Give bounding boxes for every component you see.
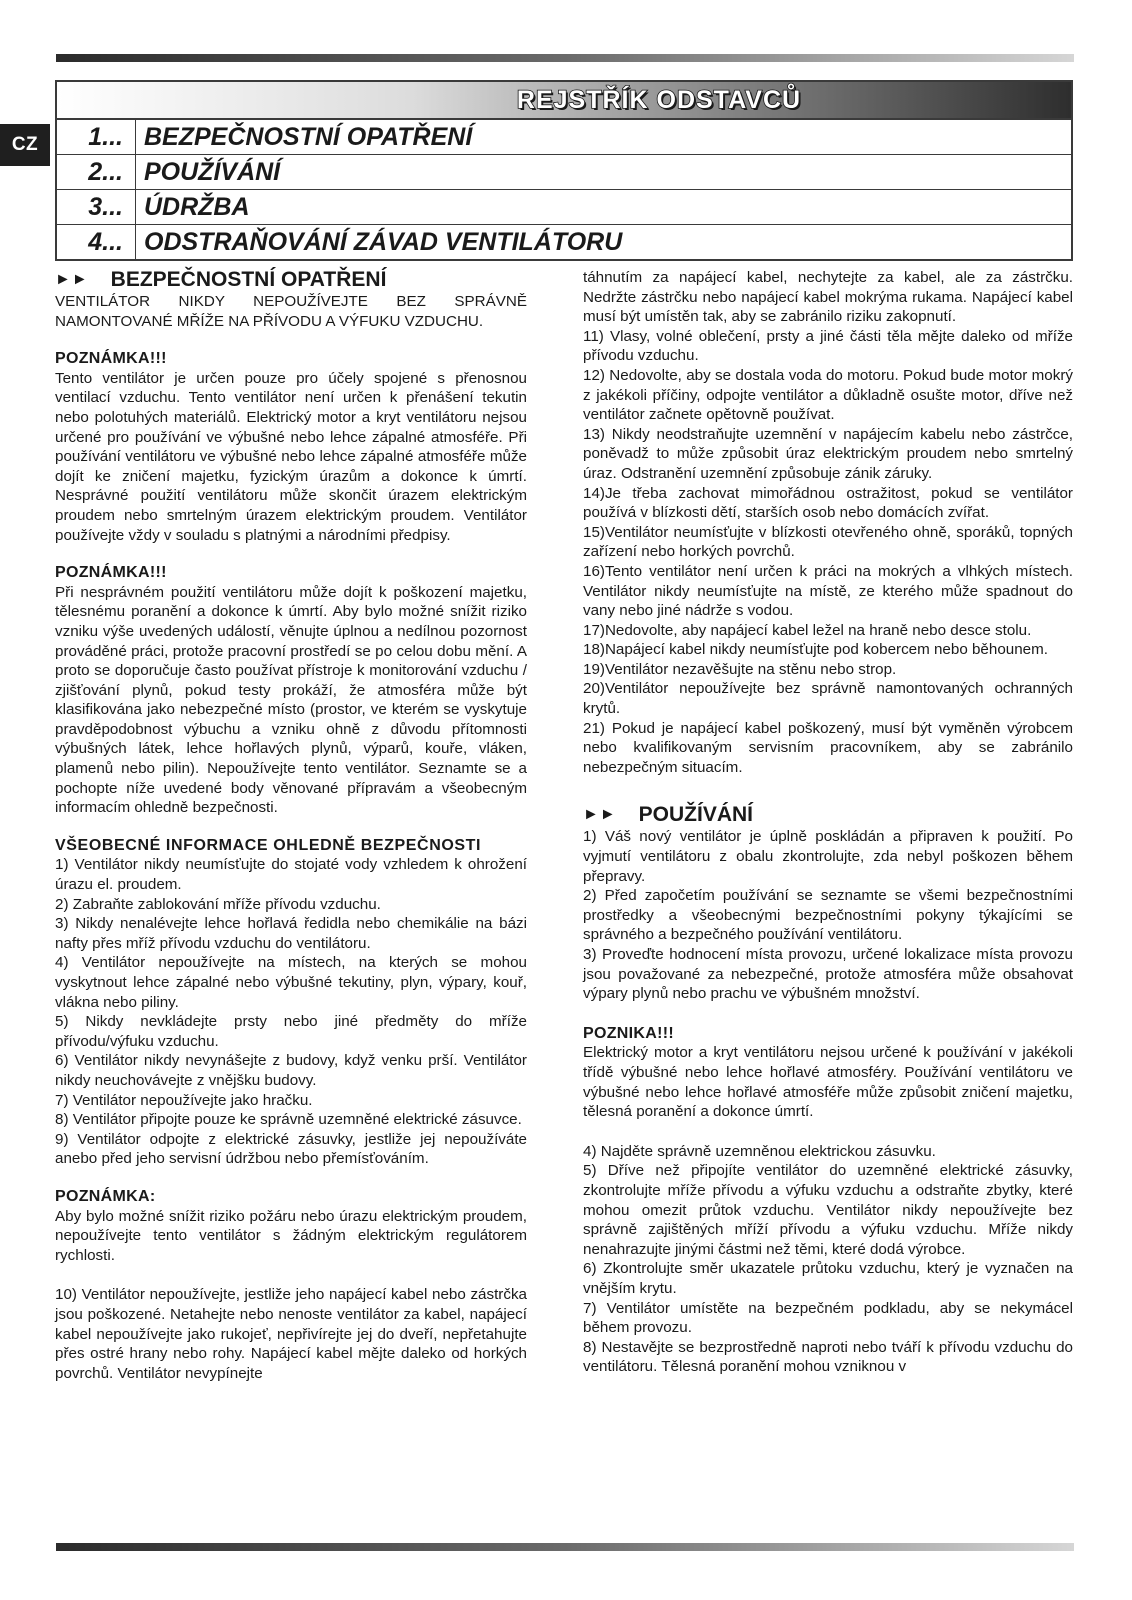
list-item: 1) Ventilátor nikdy neumísťujte do stojaté vody vzhledem k ohrožení úrazu el. proudem. xyxy=(55,856,527,894)
toc-row xyxy=(57,190,1071,225)
toc-row xyxy=(57,155,1071,190)
toc-number: 3... xyxy=(57,190,136,224)
note-heading: POZNÁMKA: xyxy=(55,1187,156,1205)
list-item: 18)Napájecí kabel nikdy neumísťujte pod kobercem nebo běhounem. xyxy=(583,641,1048,659)
safety-intro: VENTILÁTOR NIKDY NEPOUŽÍVEJTE BEZ SPRÁVNĚ NAMONTOVANÉ MŘÍŽE NA PŘÍVODU A VÝFUKU VZDUCHU. xyxy=(55,293,527,330)
list-item: 2) Před započetím používání se seznamte se všemi bezpečnostními prostředky a všeobecnými bezpečnostními pokyny týkajícími se správného a bezpečného používání ventilátoru. xyxy=(583,887,1073,944)
toc-title: REJSTŘÍK ODSTAVCŮ xyxy=(516,85,802,114)
list-item: 12) Nedovolte, aby se dostala voda do motoru. Pokud bude motor mokrý z jakékoli příčiny, odpojte ventilátor a důkladně osušte motor, dříve než ventilátor začnete opětovně používat. xyxy=(583,366,1073,424)
list-item: 19)Ventilátor nezavěšujte na stěnu nebo strop. xyxy=(583,660,897,678)
list-item: 21) Pokud je napájecí kabel poškozený, musí být vyměněn výrobcem nebo kvalifikovaným servisním pracovníkem, aby se zabránilo nebezpečným situacím. xyxy=(583,719,1073,776)
left-column xyxy=(55,268,527,1383)
toc-label: ÚDRŽBA xyxy=(144,192,250,221)
note-heading: POZNÁMKA!!! xyxy=(55,564,167,582)
spacer xyxy=(583,1122,1073,1142)
list-item: 8) Nestavějte se bezprostředně naproti nebo tváří k přívodu vzduchu do ventilátoru. Tělesná poranění mohou vzniknou v xyxy=(583,1338,1073,1376)
toc-number: 1... xyxy=(57,120,136,154)
list-item: 9) Ventilátor odpojte z elektrické zásuvky, jestliže jej nepoužíváte anebo před jeho servisní údržbou nebo přemísťováním. xyxy=(55,1130,527,1168)
double-arrow-icon: ►► xyxy=(55,271,89,288)
note-text: Tento ventilátor je určen pouze pro účely spojené s přenosnou ventilací vzduchu. Tento ventilátor není určen k přenášení tekutin nebo polotuhých materiálů. Elektrický motor a kryt ventilátoru nejsou určené pro používání ve výbušné nebo lehce zápalné atmosféře. Při používání ventilátoru ve výbušné nebo lehce zápalné atmosféře může dojít ke zničení majetku, fyzickým úrazům a dokonce k úmrtí. Nesprávné použití ventilátoru může skončit úrazem elektrickým proudem nebo smrtelným úrazem elektrickým proudem. Ventilátor používejte vždy v souladu s platnými a národními předpisy. xyxy=(55,369,527,544)
spacer xyxy=(55,1265,527,1285)
continued-text: táhnutím za napájecí kabel, nechytejte za kabel, ale za zástrčku. Nedržte zástrčku nebo napájecí kabel mokrýma rukama. Napájecí kabel musí být umístěn tak, aby se zabránilo riziku zakopnutí. xyxy=(583,269,1073,326)
note-text: Při nesprávném použití ventilátoru může dojít k poškození majetku, tělesnému poranění a dokonce k úmrtí. Aby bylo možné snížit riziko vzniku výše uvedených událostí, věnujte úplnou a nedílnou pozornost prováděné práci, protože pracovní prostředí se po celou dobu mění. A proto se doporučuje často používat přístroje k monitorování vzduchu / zjišťování plynů, pokud testy prokáží, že atmosféra může být klasifikována jako nebezpečné místo (prostor, ve kterém se vyskytuje pravděpodobnost výbuchu a vzniku ohně z důvodu přítomnosti výbušných látek, lehce hořlavých plynů, výparů, kouře, vláken, plamenů nebo pilin). Nepoužívejte tento ventilátor. Seznamte se a pochopte níže uvedené body věnované přípravám a všeobecným informacím ohledně bezpečnosti. xyxy=(55,583,527,817)
note-text: Elektrický motor a kryt ventilátoru nejsou určené k používání v jakékoli třídě výbušné nebo lehce hořlavé atmosféry. Používání ventilátoru ve výbušné nebo lehce hořlavé atmosféře může způsobit zničení majetku, tělesná poranění a dokonce úmrtí. xyxy=(583,1044,1073,1121)
list-item: 11) Vlasy, volné oblečení, prsty a jiné části těla mějte daleko od mříže přívodu vzduchu. xyxy=(583,327,1073,365)
list-item: 5) Dříve než připojíte ventilátor do uzemněné elektrické zásuvky, zkontrolujte mříže přívodu a výfuku vzduchu a odstraňte zbytky, které mohou omezit průtok vzduchu. Ventilátor nikdy nepoužívejte bez správně zajištěných mříží přívodu a výfuku vzduchu. Mříže nikdy nenahrazujte jinými částmi než těmi, které dodá výrobce. xyxy=(583,1162,1073,1258)
spacer xyxy=(583,777,1073,789)
list-item: 4) Ventilátor nepoužívejte na místech, na kterých se mohou vyskytnout lehce zápalné nebo výbušné tekutiny, plyn, výpary, kouř, vlákna nebo piliny. xyxy=(55,954,527,1011)
list-item: 6) Ventilátor nikdy nevynášejte z budovy, když venku prší. Ventilátor nikdy neuchovávejte z vnějšku budovy. xyxy=(55,1052,527,1089)
bottom-decorative-bar xyxy=(56,1543,1074,1551)
list-item: 8) Ventilátor připojte pouze ke správně uzemněné elektrické zásuvce. xyxy=(55,1111,522,1129)
list-item: 2) Zabraňte zablokování mříže přívodu vzduchu. xyxy=(55,895,381,913)
toc-number: 2... xyxy=(57,155,136,189)
section-title: POUŽÍVÁNÍ xyxy=(638,803,754,827)
toc-row xyxy=(57,225,1071,259)
list-item: 13) Nikdy neodstraňujte uzemnění v napájecím kabelu nebo zástrčce, poněvadž to může způsobit úraz elektrickým proudem nebo smrtelný úraz. Odstranění uzemnění způsobuje zánik záruky. xyxy=(583,425,1073,482)
right-column xyxy=(583,268,1073,1377)
list-item: 6) Zkontrolujte směr ukazatele průtoku vzduchu, který je vyznačen na vnějším krytu. xyxy=(583,1260,1073,1297)
list-item: 20)Ventilátor nepoužívejte bez správně namontovaných ochranných krytů. xyxy=(583,680,1073,718)
double-arrow-icon: ►► xyxy=(583,806,617,824)
section-title: BEZPEČNOSTNÍ OPATŘENÍ xyxy=(110,268,387,291)
section-heading-safety xyxy=(55,268,527,292)
list-item: 5) Nikdy nevkládejte prsty nebo jiné předměty do mříže přívodu/výfuku vzduchu. xyxy=(55,1013,527,1050)
list-item: 1) Váš nový ventilátor je úplně poskládán a připraven k použití. Po vyjmutí ventilátoru z obalu zkontrolujte, zda nebyl poškozen během přepravy. xyxy=(583,828,1073,885)
note-heading: POZNIKA!!! xyxy=(583,1024,674,1042)
list-item: 3) Nikdy nenalévejte lehce hořlavá ředidla nebo chemikálie na bázi nafty přes mříž přívodu vzduchu do ventilátoru. xyxy=(55,915,527,952)
list-item: 15)Ventilátor neumísťujte v blízkosti otevřeného ohně, sporáků, topných zařízení nebo horkých povrchů. xyxy=(583,523,1073,561)
list-item: 4) Najděte správně uzemněnou elektrickou zásuvku. xyxy=(583,1142,936,1160)
toc-label: POUŽÍVÁNÍ xyxy=(144,157,281,186)
toc-label: BEZPEČNOSTNÍ OPATŘENÍ xyxy=(144,122,473,151)
list-item: 3) Proveďte hodnocení místa provozu, určené lokalizace místa provozu jsou považované za nebezpečné, protože atmosféra může obsahovat výpary plynů nebo prachu ve výbušném množství. xyxy=(583,946,1073,1003)
list-item: 17)Nedovolte, aby napájecí kabel ležel na hraně nebo desce stolu. xyxy=(583,621,1032,639)
toc-header xyxy=(57,82,1071,120)
toc-row xyxy=(57,120,1071,155)
general-info-heading: VŠEOBECNÉ INFORMACE OHLEDNĚ BEZPEČNOSTI xyxy=(55,836,482,854)
table-of-contents xyxy=(55,80,1073,261)
section-heading-usage xyxy=(583,803,1073,827)
list-item: 14)Je třeba zachovat mimořádnou ostražitost, pokud se ventilátor používá v blízkosti dětí, starších osob nebo domácích zvířat. xyxy=(583,484,1073,522)
list-item: 7) Ventilátor umístěte na bezpečném podkladu, aby se nekymácel během provozu. xyxy=(583,1299,1073,1337)
list-item: 7) Ventilátor nepoužívejte jako hračku. xyxy=(55,1091,313,1109)
toc-number: 4... xyxy=(57,225,136,259)
toc-label: ODSTRAŇOVÁNÍ ZÁVAD VENTILÁTORU xyxy=(144,227,623,256)
language-tab: CZ xyxy=(0,124,50,166)
note-text: Aby bylo možné snížit riziko požáru nebo úrazu elektrickým proudem, nepoužívejte tento ventilátor s žádným elektrickým regulátorem rychlosti. xyxy=(55,1207,527,1264)
top-decorative-bar xyxy=(56,54,1074,62)
note-heading: POZNÁMKA!!! xyxy=(55,350,167,368)
list-item: 16)Tento ventilátor není určen k práci na mokrých a vlhkých místech. Ventilátor nikdy neumísťujte na místě, ze kterého může spadnout do vany nebo jiné nádrže s vodou. xyxy=(583,562,1073,620)
list-item: 10) Ventilátor nepoužívejte, jestliže jeho napájecí kabel nebo zástrčka jsou poškozené. Netahejte nebo nenoste ventilátor za kabel, napájecí kabel nepoužívejte jako rukojeť, nepřivírejte jej do dveří, nepřetahujte přes ostré hrany nebo rohy. Napájecí kabel mějte daleko od horkých povrchů. Ventilátor nevypínejte xyxy=(55,1286,527,1382)
